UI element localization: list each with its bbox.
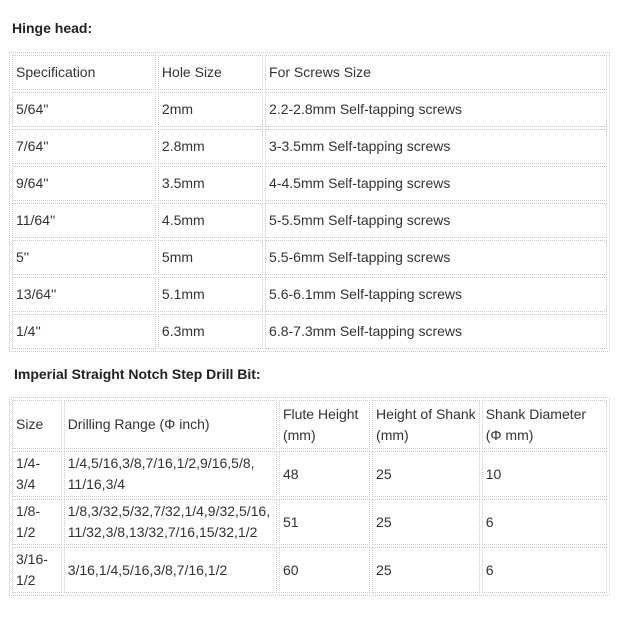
- step-drill-table: [9, 397, 610, 596]
- table-cell: 48: [279, 451, 370, 497]
- table-row: [12, 203, 607, 238]
- table-cell: 1/8-1/2: [12, 499, 62, 545]
- table-cell: 4.5mm: [158, 203, 263, 238]
- table-cell: 3.5mm: [158, 166, 263, 201]
- table-cell: 10: [482, 451, 607, 497]
- table-cell: 2mm: [158, 92, 263, 127]
- table-cell: 2.8mm: [158, 129, 263, 164]
- table-header-row: [12, 55, 607, 90]
- table-cell: 51: [279, 499, 370, 545]
- table-cell: 1/4-3/4: [12, 451, 62, 497]
- table-cell: 25: [372, 547, 480, 593]
- header-cell: For Screws Size: [265, 55, 607, 90]
- table-header-row: [12, 400, 607, 449]
- header-cell: Size: [12, 400, 62, 449]
- table-cell: 13/64'': [12, 277, 156, 312]
- table-cell: 1/4'': [12, 314, 156, 349]
- hinge-head-table: [9, 52, 610, 352]
- table-cell: 5'': [12, 240, 156, 275]
- header-cell: Drilling Range (Φ inch): [64, 400, 277, 449]
- table-cell: 6.3mm: [158, 314, 263, 349]
- table-cell: 6: [482, 499, 607, 545]
- table-cell: 60: [279, 547, 370, 593]
- table-cell: 25: [372, 499, 480, 545]
- table-cell: 5-5.5mm Self-tapping screws: [265, 203, 607, 238]
- hinge-head-title: Hinge head:: [12, 20, 93, 36]
- table-cell: 1/4,5/16,3/8,7/16,1/2,9/16,5/8, 11/16,3/4: [64, 451, 277, 497]
- header-cell: Hole Size: [158, 55, 263, 90]
- table-cell: 11/64'': [12, 203, 156, 238]
- header-cell: Shank Diameter (Φ mm): [482, 400, 607, 449]
- table-cell: 5.6-6.1mm Self-tapping screws: [265, 277, 607, 312]
- table-cell: 5.5-6mm Self-tapping screws: [265, 240, 607, 275]
- table-cell: 9/64'': [12, 166, 156, 201]
- table-cell: 2.2-2.8mm Self-tapping screws: [265, 92, 607, 127]
- table-cell: 6: [482, 547, 607, 593]
- table-row: [12, 499, 607, 545]
- table-cell: 1/8,3/32,5/32,7/32,1/4,9/32,5/16, 11/32,3/8,13/32,7/16,15/32,1/2: [64, 499, 277, 545]
- table-cell: 25: [372, 451, 480, 497]
- header-cell: Height of Shank (mm): [372, 400, 480, 449]
- table-row: [12, 451, 607, 497]
- table-row: [12, 129, 607, 164]
- table-cell: 5/64'': [12, 92, 156, 127]
- step-drill-title: Imperial Straight Notch Step Drill Bit:: [14, 366, 261, 382]
- table-cell: 6.8-7.3mm Self-tapping screws: [265, 314, 607, 349]
- table-cell: 3-3.5mm Self-tapping screws: [265, 129, 607, 164]
- table-cell: 3/16-1/2: [12, 547, 62, 593]
- table-row: [12, 166, 607, 201]
- table-cell: 7/64'': [12, 129, 156, 164]
- table-cell: 5.1mm: [158, 277, 263, 312]
- header-cell: Flute Height (mm): [279, 400, 370, 449]
- table-cell: 4-4.5mm Self-tapping screws: [265, 166, 607, 201]
- table-row: [12, 92, 607, 127]
- table-cell: 3/16,1/4,5/16,3/8,7/16,1/2: [64, 547, 277, 593]
- table-row: [12, 314, 607, 349]
- table-row: [12, 240, 607, 275]
- table-row: [12, 547, 607, 593]
- table-cell: 5mm: [158, 240, 263, 275]
- table-row: [12, 277, 607, 312]
- header-cell: Specification: [12, 55, 156, 90]
